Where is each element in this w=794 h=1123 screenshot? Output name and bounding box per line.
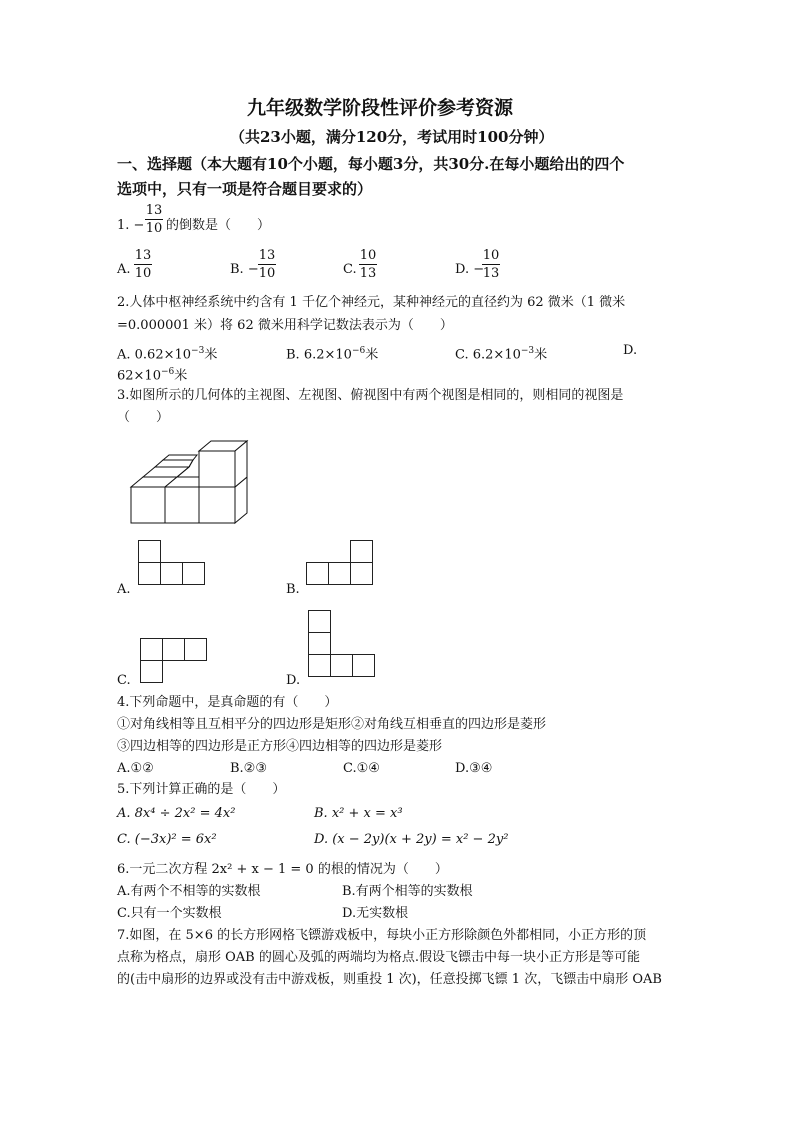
grid-cell — [138, 540, 161, 563]
q1-optB-frac — [258, 248, 276, 281]
q4-line1: ①对角线相等且互相平分的四边形是矩形②对角线互相垂直的四边形是菱形 — [117, 717, 547, 732]
q1-optC-num: 10 — [359, 248, 377, 263]
q4-optD: D.③④ — [455, 761, 493, 776]
q1-optC-frac — [359, 248, 377, 281]
grid-cell — [306, 562, 329, 585]
grid-cell — [140, 660, 163, 683]
q2-line2: =0.000001 米）将 62 微米用科学记数法表示为（ ） — [117, 318, 453, 333]
grid-cell — [308, 654, 331, 677]
grid-cell — [160, 562, 183, 585]
q2-optA-base: A. 0.62×10 — [117, 347, 192, 363]
grid-cell — [162, 638, 185, 661]
q2-optC-exp: −3 — [520, 346, 535, 356]
q2-line1: 2.人体中枢神经系统中约含有 1 千亿个神经元，某种神经元的直径约为 62 微米（1 微米 — [117, 295, 626, 310]
q1-optA-frac — [134, 248, 152, 281]
grid-cell — [350, 562, 373, 585]
q5-optB: B. x² + x = x³ — [314, 806, 403, 821]
q2-optD-unit: 米 — [174, 368, 188, 384]
q4-line2: ③四边相等的四边形是正方形④四边相等的四边形是菱形 — [117, 739, 443, 754]
q1-optB-label: B. − — [230, 262, 259, 277]
q3-optB-label: B. — [286, 582, 300, 597]
q6-optB: B.有两个相等的实数根 — [342, 884, 473, 899]
q1-optD-label: D. − — [455, 262, 485, 277]
q1-frac-den: 10 — [145, 221, 163, 236]
q1-fraction — [145, 203, 163, 236]
page-subtitle: （共23小题，满分120分，考试用时100分钟） — [230, 128, 554, 146]
q3-line1: 3.如图所示的几何体的主视图、左视图、俯视图中有两个视图是相同的，则相同的视图是 — [117, 388, 624, 403]
grid-cell — [308, 632, 331, 655]
q3-optD-label: D. — [286, 673, 301, 688]
q2-optD — [117, 364, 187, 384]
q1-suffix: 的倒数是（ ） — [166, 218, 271, 233]
q1-optB-num: 13 — [258, 248, 276, 263]
q6-optA: A.有两个不相等的实数根 — [117, 884, 261, 899]
grid-cell — [330, 654, 353, 677]
q3-optA-label: A. — [117, 582, 131, 597]
q2-optB — [286, 343, 378, 363]
page-title: 九年级数学阶段性评价参考资源 — [247, 97, 514, 119]
q7-line3: 的(击中扇形的边界或没有击中游戏板，则重投 1 次)，任意投掷飞镖 1 次，飞镖击中扇形 OAB — [117, 972, 662, 987]
q2-optC-unit: 米 — [534, 347, 548, 363]
q1-optA-den: 10 — [134, 266, 152, 281]
q4-optB: B.②③ — [230, 761, 267, 776]
q2-optC-base: C. 6.2×10 — [455, 347, 521, 363]
q5-optA: A. 8x⁴ ÷ 2x² = 4x² — [117, 806, 236, 821]
grid-cell — [140, 638, 163, 661]
q1-optD-num: 10 — [482, 248, 500, 263]
grid-cell — [352, 654, 375, 677]
q5-stem: 5.下列计算正确的是（ ） — [117, 782, 286, 797]
q2-optA-unit: 米 — [204, 347, 218, 363]
q1-optD-frac — [482, 248, 500, 281]
q2-optD-base: 62×10 — [117, 368, 161, 384]
q1-optA-label: A. — [117, 262, 131, 277]
q5-optD: D. (x − 2y)(x + 2y) = x² − 2y² — [314, 832, 509, 847]
grid-cell — [328, 562, 351, 585]
q1-optD-den: 13 — [482, 266, 500, 281]
grid-cell — [184, 638, 207, 661]
q2-optC — [455, 343, 547, 363]
q4-optA: A.①② — [117, 761, 154, 776]
q2-optD-exp: −6 — [160, 367, 175, 377]
q1-optA-num: 13 — [134, 248, 152, 263]
q3-optC-label: C. — [117, 673, 131, 688]
section-heading-line1: 一、选择题（本大题有10个小题，每小题3分，共30分.在每小题给出的四个 — [117, 155, 625, 173]
q4-optC: C.①④ — [343, 761, 380, 776]
q1-optB-den: 10 — [258, 266, 276, 281]
q1-prefix: 1. − — [117, 218, 145, 233]
grid-cell — [182, 562, 205, 585]
q6-optD: D.无实数根 — [342, 906, 409, 921]
q1-optC-den: 13 — [359, 266, 377, 281]
q3-line2: （ ） — [117, 410, 170, 425]
grid-cell — [138, 562, 161, 585]
q2-optB-unit: 米 — [365, 347, 379, 363]
q6-optC: C.只有一个实数根 — [117, 906, 222, 921]
grid-cell — [350, 540, 373, 563]
q2-optB-exp: −6 — [351, 346, 366, 356]
q7-line2: 点称为格点，扇形 OAB 的圆心及弧的两端均为格点.假设飞镖击中每一块小正方形是等可能 — [117, 950, 640, 965]
q4-stem: 4.下列命题中，是真命题的有（ ） — [117, 695, 338, 710]
q5-optC: C. (−3x)² = 6x² — [117, 832, 217, 847]
q2-optB-base: B. 6.2×10 — [286, 347, 352, 363]
q1-optC-label: C. — [343, 262, 357, 277]
q3-solid-figure — [125, 437, 255, 529]
q6-stem: 6.一元二次方程 2x² + x − 1 = 0 的根的情况为（ ） — [117, 862, 448, 877]
q1-frac-num: 13 — [145, 203, 163, 218]
section-heading-line2: 选项中，只有一项是符合题目要求的） — [117, 180, 373, 198]
grid-cell — [308, 610, 331, 633]
q7-line1: 7.如图，在 5×6 的长方形网格飞镖游戏板中，每块小正方形除颜色外都相同，小正方形的顶 — [117, 928, 647, 943]
q2-optA-exp: −3 — [191, 346, 205, 356]
q2-optD-label: D. — [623, 343, 638, 358]
q2-optA — [117, 343, 217, 363]
